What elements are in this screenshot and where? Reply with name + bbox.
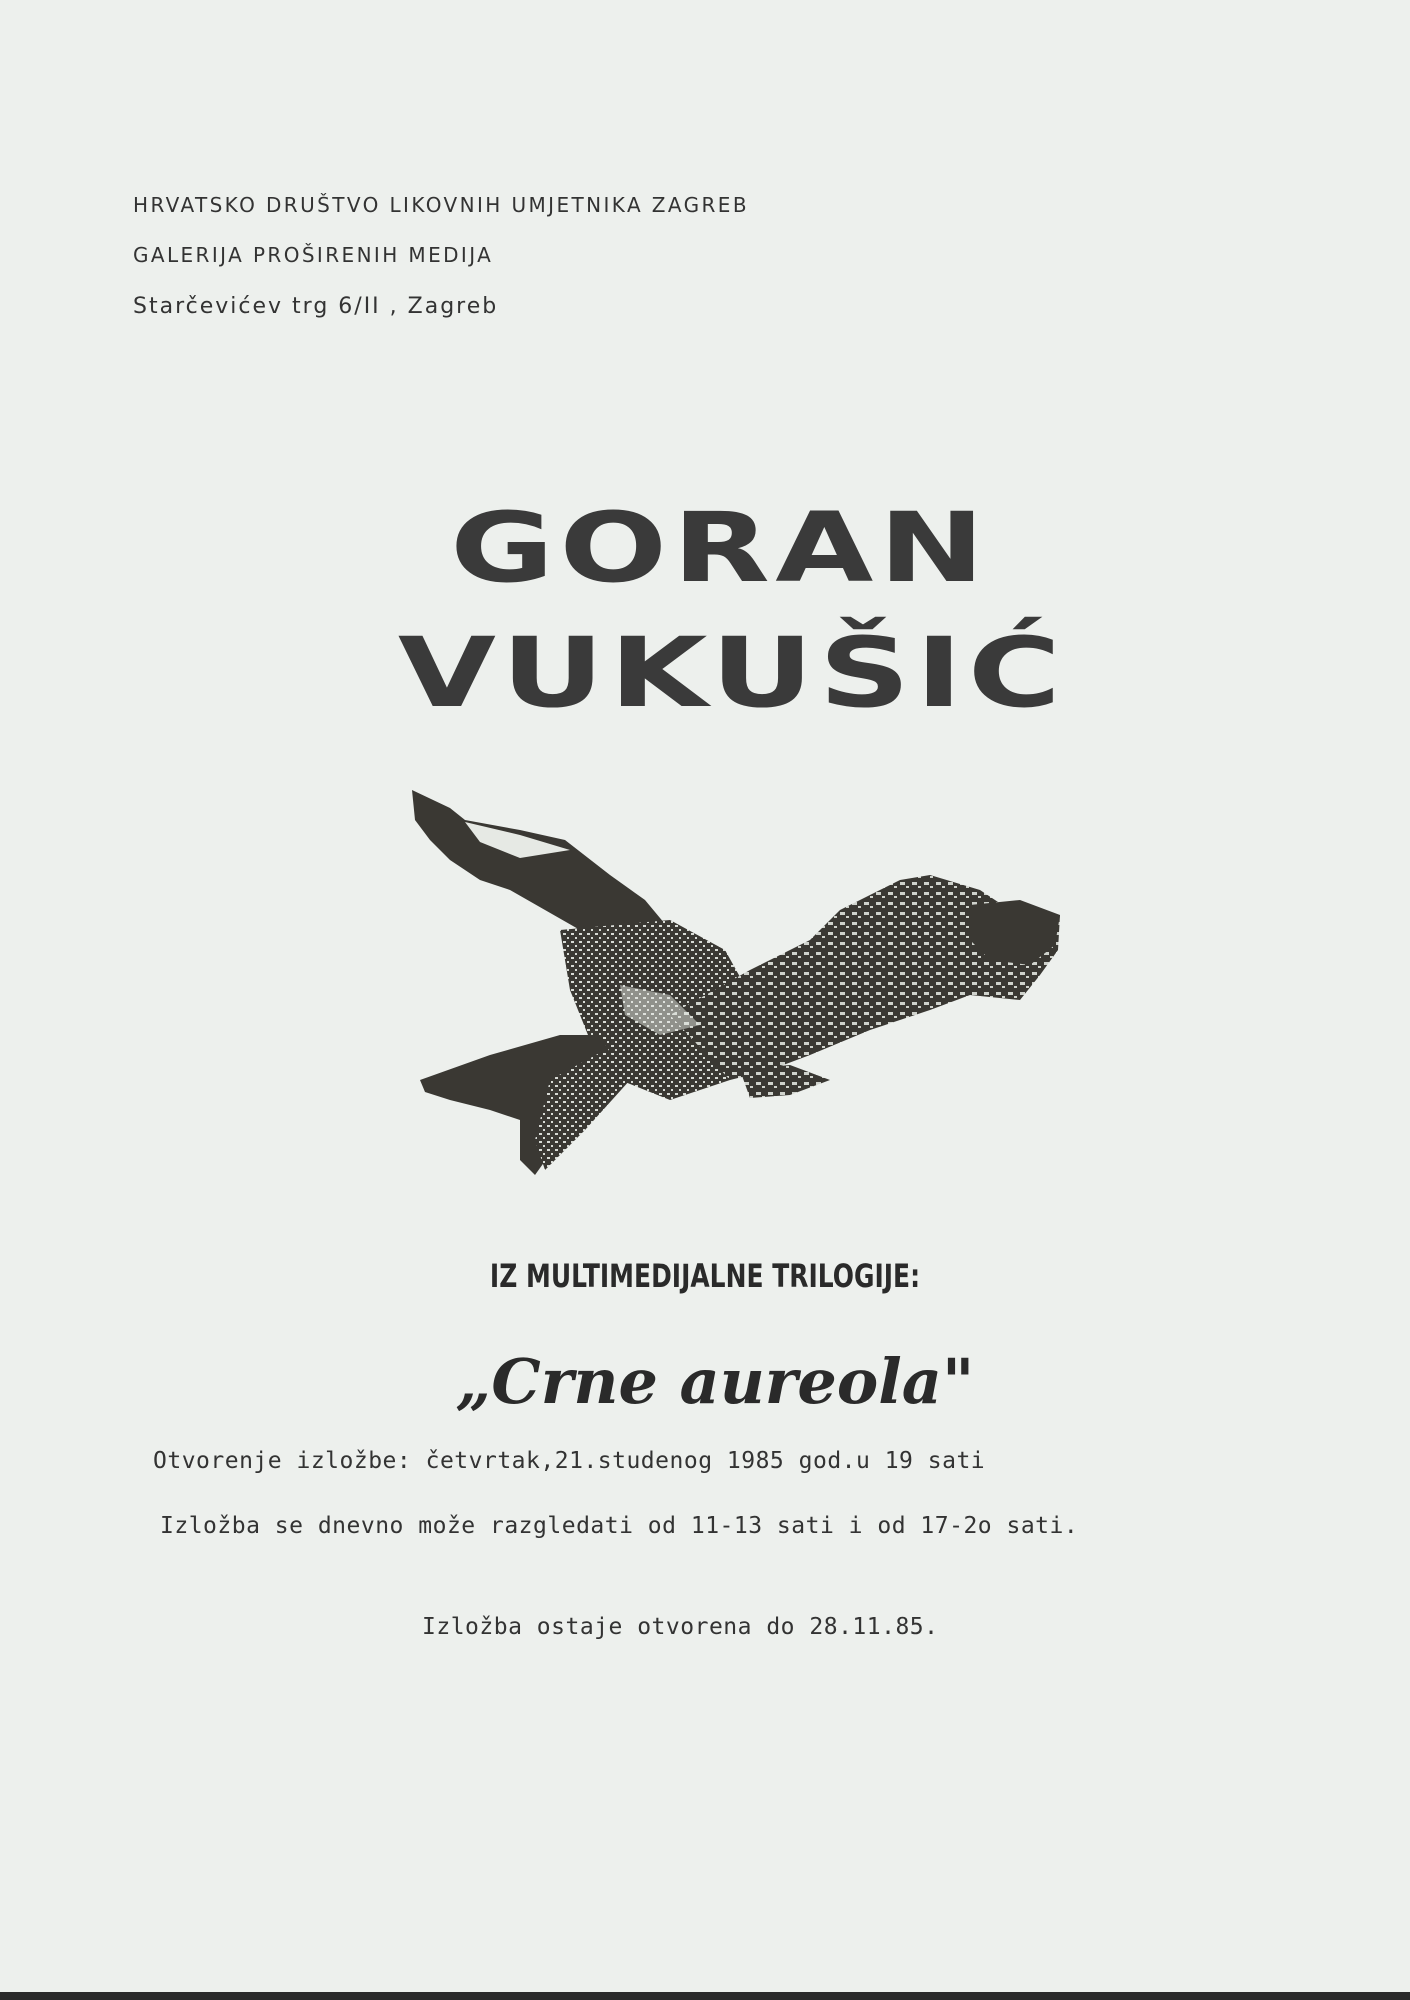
exhibition-title: „Crne aureola" <box>455 1345 975 1418</box>
organization-name: HRVATSKO DRUŠTVO LIKOVNIH UMJETNIKA ZAGREB <box>133 193 749 217</box>
opening-hours: Izložba se dnevno može razgledati od 11-13 sati i od 17-2o sati. <box>160 1513 1079 1539</box>
exhibition-subtitle: IZ MULTIMEDIJALNE TRILOGIJE: <box>489 1257 921 1295</box>
abstract-collage-icon <box>370 780 1070 1180</box>
scan-edge <box>0 1992 1410 2000</box>
closing-date: Izložba ostaje otvorena do 28.11.85. <box>422 1614 939 1640</box>
artist-last-name: VUKUŠIĆ <box>397 617 1067 729</box>
gallery-address: Starčevićev trg 6/II , Zagreb <box>133 294 499 319</box>
opening-info: Otvorenje izložbe: četvrtak,21.studenog 1985 god.u 19 sati <box>153 1448 986 1474</box>
gallery-name: GALERIJA PROŠIRENIH MEDIJA <box>133 243 494 267</box>
artist-first-name: GORAN <box>450 492 990 604</box>
